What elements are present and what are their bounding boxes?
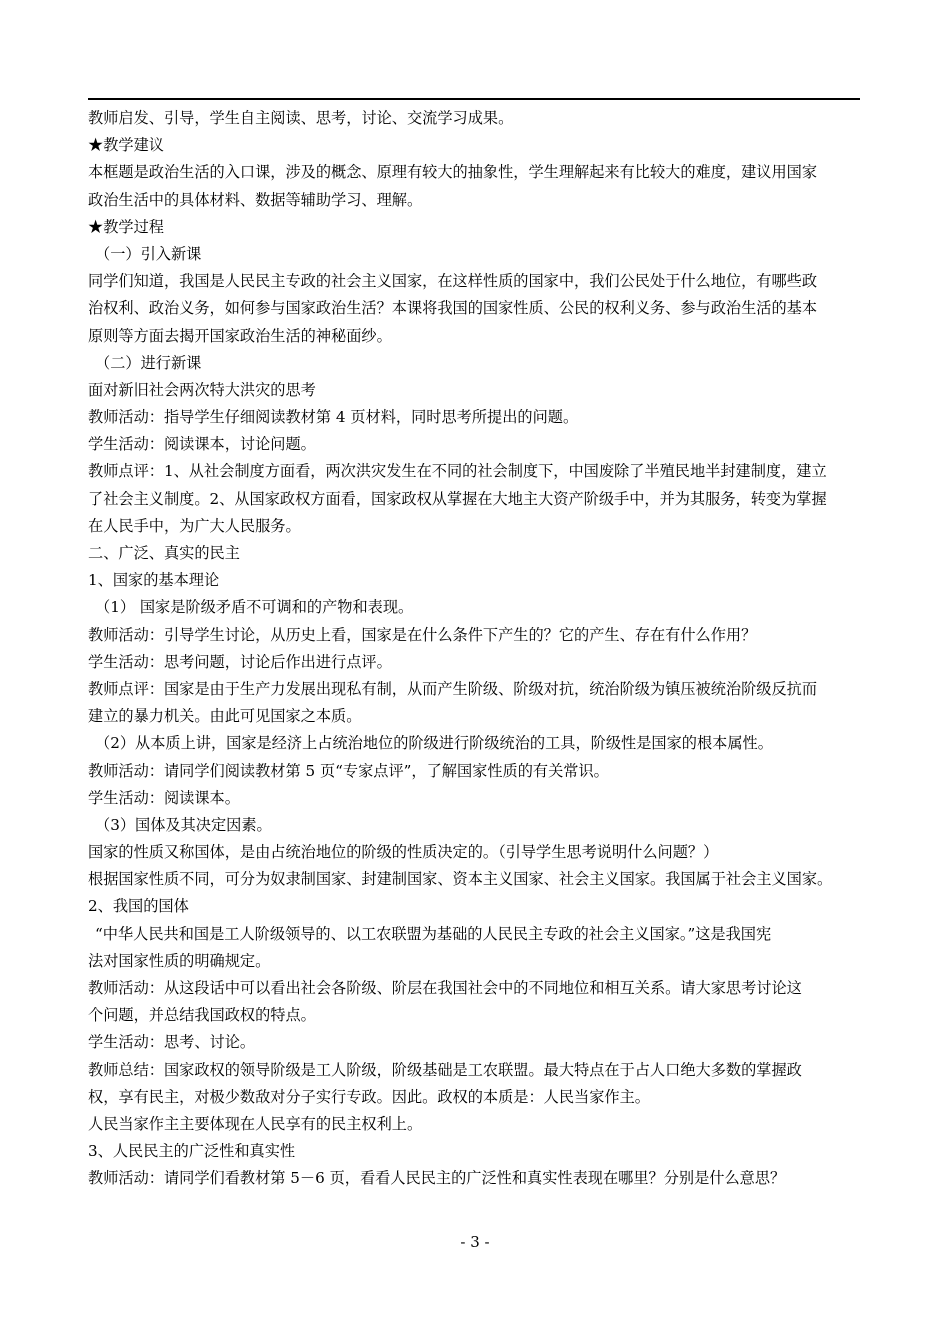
text-line: 教师活动：请同学们看教材第 5－6 页，看看人民民主的广泛性和真实性表现在哪里？分别是什么意思？ (88, 1169, 786, 1188)
text-line: 教师点评：1、从社会制度方面看，两次洪灾发生在不同的社会制度下，中国废除了半殖民地半封建制度，建立 (88, 462, 827, 481)
text-line: 教师活动：指导学生仔细阅读教材第 4 页材料，同时思考所提出的问题。 (88, 408, 579, 427)
text-line: 学生活动：阅读课本，讨论问题。 (88, 435, 316, 454)
text-line: 个问题，并总结我国政权的特点。 (88, 1006, 316, 1025)
subsection-heading: 3、人民民主的广泛性和真实性 (88, 1142, 296, 1161)
text-line: 教师点评：国家是由于生产力发展出现私有制，从而产生阶级、阶级对抗，统治阶级为镇压被统治阶级反抗而 (88, 679, 817, 698)
text-line: （3）国体及其决定因素。 (95, 815, 272, 834)
text-line: 政治生活中的具体材料、数据等辅助学习、理解。 (88, 190, 423, 209)
document-body (88, 105, 864, 1193)
text-line: （2）从本质上讲，国家是经济上占统治地位的阶级进行阶级统治的工具，阶级性是国家的根本属性。 (95, 734, 773, 753)
section-heading: 二、广泛、真实的民主 (88, 544, 240, 562)
text-line: 人民当家作主主要体现在人民享有的民主权利上。 (88, 1114, 423, 1133)
section-heading: ★教学建议 (88, 136, 164, 155)
header-rule (88, 98, 860, 100)
subsection-heading: 2、我国的国体 (88, 897, 189, 916)
page-number: - 3 - (460, 1233, 490, 1251)
text-line: 教师启发、引导，学生自主阅读、思考，讨论、交流学习成果。 (88, 109, 514, 127)
section-heading: ★教学过程 (88, 217, 164, 236)
text-line: 学生活动：阅读课本。 (88, 788, 240, 807)
text-line: 治权利、政治义务，如何参与国家政治生活？本课将我国的国家性质、公民的权利义务、参与政治生活的基本 (88, 299, 817, 318)
text-line: 教师活动：引导学生讨论，从历史上看，国家是在什么条件下产生的？它的产生、存在有什么作用？ (88, 625, 757, 644)
text-line: 法对国家性质的明确规定。 (88, 951, 271, 970)
text-line: “中华人民共和国是工人阶级领导的、以工农联盟为基础的人民民主专政的社会主义国家。”这是我国宪 (95, 924, 772, 943)
text-line: 学生活动：思考、讨论。 (88, 1033, 256, 1052)
text-line: 同学们知道，我国是人民民主专政的社会主义国家，在这样性质的国家中，我们公民处于什么地位，有哪些政 (88, 272, 817, 291)
text-line: 面对新旧社会两次特大洪灾的思考 (88, 380, 316, 399)
text-line: 了社会主义制度。2、从国家政权方面看，国家政权从掌握在大地主大资产阶级手中，并为其服务，转变为掌握 (88, 489, 827, 508)
text-line: 教师活动：从这段话中可以看出社会各阶级、阶层在我国社会中的不同地位和相互关系。请大家思考讨论这 (88, 979, 802, 997)
text-line: 国家的性质又称国体，是由占统治地位的阶级的性质决定的。（引导学生思考说明什么问题？） (88, 843, 719, 862)
text-line: 根据国家性质不同，可分为奴隶制国家、封建制国家、资本主义国家、社会主义国家。我国属于社会主义国家。 (88, 870, 833, 889)
text-line: 权，享有民主，对极少数敌对分子实行专政。因此。政权的本质是：人民当家作主。 (88, 1087, 650, 1106)
text-line: 在人民手中，为广大人民服务。 (88, 516, 301, 535)
text-line: 教师活动：请同学们阅读教材第 5 页“专家点评”，了解国家性质的有关常识。 (88, 761, 609, 780)
text-line: 本框题是政治生活的入口课，涉及的概念、原理有较大的抽象性，学生理解起来有比较大的难度，建议用国家 (88, 163, 817, 182)
subsection-heading: 1、国家的基本理论 (88, 571, 220, 590)
text-line: 原则等方面去揭开国家政治生活的神秘面纱。 (88, 326, 392, 345)
subsection-heading: （二）进行新课 (95, 353, 202, 372)
text-line: 建立的暴力机关。由此可见国家之本质。 (88, 707, 362, 726)
text-line: 学生活动：思考问题，讨论后作出进行点评。 (88, 652, 392, 671)
text-line: 教师总结：国家政权的领导阶级是工人阶级，阶级基础是工农联盟。最大特点在于占人口绝大多数的掌握政 (88, 1060, 802, 1079)
subsection-heading: （一）引入新课 (95, 244, 202, 263)
text-line: （1） 国家是阶级矛盾不可调和的产物和表现。 (95, 598, 414, 617)
